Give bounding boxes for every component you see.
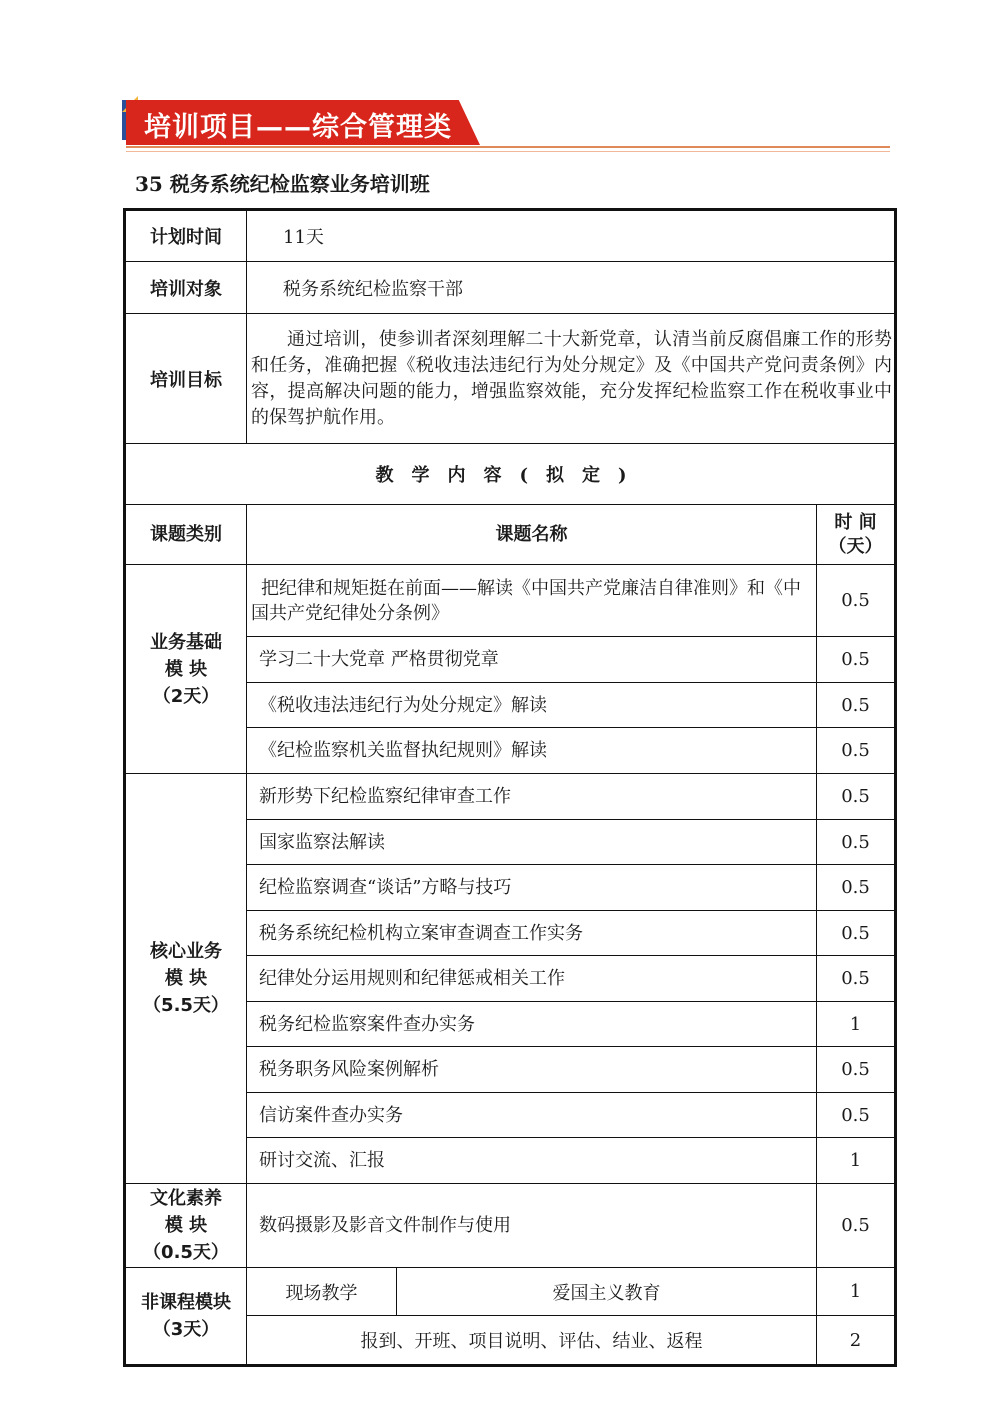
topic-days: 1	[817, 1138, 896, 1184]
topic-name: 国家监察法解读	[247, 820, 817, 865]
plan-time-value: 11天	[247, 210, 896, 262]
section-title: 教学内容(拟定)	[125, 444, 896, 505]
topic-days: 0.5	[817, 1047, 896, 1093]
module-name-line: 非课程模块	[141, 1292, 231, 1313]
topic-name: 学习二十大党章 严格贯彻党章	[247, 637, 817, 683]
module-name	[125, 774, 247, 1184]
table-row	[125, 1268, 896, 1316]
target-row	[125, 262, 896, 314]
plan-time-row	[125, 210, 896, 262]
banner-title: 培训项目——综合管理类	[144, 112, 452, 143]
topic-name: 报到、开班、项目说明、评估、结业、返程	[247, 1316, 817, 1366]
topic-days: 0.5	[817, 911, 896, 956]
plan-time-label: 计划时间	[125, 210, 247, 262]
module-name-line: 文化素养	[150, 1188, 222, 1209]
topic-name: 《纪检监察机关监督执纪规则》解读	[247, 728, 817, 774]
target-label: 培训对象	[125, 262, 247, 314]
module-name-line: 核心业务	[150, 941, 222, 962]
banner-underline-thin	[126, 151, 890, 152]
module-name-line: 业务基础	[150, 631, 222, 653]
module-name-line: 模 块	[164, 658, 208, 680]
topic-name: 数码摄影及影音文件制作与使用	[247, 1184, 817, 1268]
topic-name: 《税收违法违纪行为处分规定》解读	[247, 683, 817, 728]
goal-label: 培训目标	[125, 314, 247, 444]
topic-name: 把纪律和规矩挺在前面——解读《中国共产党廉洁自律准则》和《中国共产党纪律处分条例》	[247, 565, 817, 637]
col-days-line1: 时 间	[834, 511, 877, 533]
course-table	[123, 208, 897, 1367]
topic-name: 纪律处分运用规则和纪律惩戒相关工作	[247, 956, 817, 1002]
topic-days: 1	[817, 1002, 896, 1047]
section-row	[125, 444, 896, 505]
banner-underline	[126, 146, 890, 148]
topic-name: 税务职务风险案例解析	[247, 1047, 817, 1093]
module-name	[125, 1268, 247, 1366]
column-header-row	[125, 505, 896, 565]
module-name-line: （3天）	[152, 1319, 220, 1340]
topic-name: 信访案件查办实务	[247, 1093, 817, 1138]
module-name	[125, 1184, 247, 1268]
col-topic: 课题名称	[247, 505, 817, 565]
topic-days: 0.5	[817, 956, 896, 1002]
table-row	[125, 774, 896, 820]
activity-type: 现场教学	[247, 1268, 397, 1316]
col-category: 课题类别	[125, 505, 247, 565]
topic-days: 0.5	[817, 683, 896, 728]
topic-days: 0.5	[817, 820, 896, 865]
target-value: 税务系统纪检监察干部	[247, 262, 896, 314]
goal-row	[125, 314, 896, 444]
col-days	[817, 505, 896, 565]
module-name-line: 模 块	[164, 1215, 208, 1236]
topic-name: 研讨交流、汇报	[247, 1138, 817, 1184]
topic-days: 1	[817, 1268, 896, 1316]
topic-days: 0.5	[817, 637, 896, 683]
goal-value: 通过培训，使参训者深刻理解二十大新党章，认清当前反腐倡廉工作的形势和任务，准确把握《税收违法违纪行为处分规定》及《中国共产党问责条例》内容，提高解决问题的能力，增强监察效能，充分发挥纪检监察工作在税收事业中的保驾护航作用。	[247, 314, 896, 444]
topic-days: 0.5	[817, 774, 896, 820]
topic-name: 爱国主义教育	[397, 1268, 817, 1316]
section-banner	[122, 96, 892, 156]
course-title: 35 税务系统纪检监察业务培训班	[135, 172, 430, 196]
module-name-line: （5.5天）	[143, 995, 229, 1016]
topic-days: 0.5	[817, 865, 896, 911]
topic-days: 2	[817, 1316, 896, 1366]
topic-name: 纪检监察调查“谈话”方略与技巧	[247, 865, 817, 911]
topic-days: 0.5	[817, 1184, 896, 1268]
topic-name: 税务纪检监察案件查办实务	[247, 1002, 817, 1047]
topic-name: 税务系统纪检机构立案审查调查工作实务	[247, 911, 817, 956]
module-name-line: （2天）	[152, 685, 220, 707]
module-name-line: （0.5天）	[143, 1242, 229, 1263]
table-row	[125, 565, 896, 637]
topic-days: 0.5	[817, 728, 896, 774]
topic-days: 0.5	[817, 565, 896, 637]
table-row	[125, 1184, 896, 1268]
module-name	[125, 565, 247, 774]
topic-days: 0.5	[817, 1093, 896, 1138]
module-name-line: 模 块	[164, 968, 208, 989]
topic-name: 新形势下纪检监察纪律审查工作	[247, 774, 817, 820]
col-days-line2: （天）	[828, 535, 883, 557]
